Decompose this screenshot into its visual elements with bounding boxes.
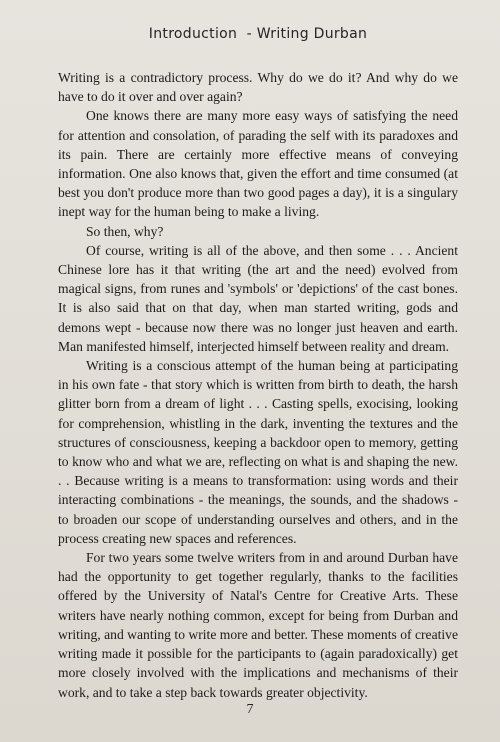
page-number: 7: [246, 702, 254, 717]
paragraph-4: Of course, writing is all of the above, and then some . . . Ancient Chinese lore has it that writing (the art and the need) evolved from magical signs, from runes and 'symbols' or 'depictions' of the cast bones. It is also said that on that day, when man started writing, gods and demons wept - because now there was no longer just heaven and earth. Man manifested himself, interjected himself between reality and dream.: [58, 242, 458, 354]
body-text: [58, 68, 458, 702]
paragraph-3: So then, why?: [86, 223, 164, 239]
running-head: Introduction - Writing Durban: [148, 26, 368, 42]
paragraph-5: Writing is a conscious attempt of the human being at participating in his own fate - that story which is written from birth to death, the harsh glitter born from a dream of light . . . Casting spells, exocising, looking for comprehension, whistling in the dark, inventing the textures and the structures of consciousness, keeping a backdoor open to memory, getting to know who and what we are, reflecting on what is and shaping the new. . . Because writing is a means to transformation: using words and their interacting combinations - the meanings, the sounds, and the shadows - to broaden our scope of understanding ourselves and others, and in the process creating new spaces and references.: [58, 358, 458, 546]
paragraph-6: For two years some twelve writers from in and around Durban have had the opportunity to get together regularly, thanks to the facilities offered by the University of Natal's Centre for Creative Arts. These writers have nearly nothing common, except for being from Durban and writing, and wanting to write more and better. These moments of creative writing made it possible for the participants to (again paradoxically) get more closely involved with the implications and mechanisms of their work, and to take a step back towards greater objectivity.: [58, 550, 458, 700]
paragraph-1: Writing is a contradictory process. Why do we do it? And why do we have to do it over and over again?: [58, 70, 458, 105]
paragraph-2: One knows there are many more easy ways of satisfying the need for attention and consolation, of parading the self with its paradoxes and its pain. There are certainly more effective means of conveying information. One also knows that, given the effort and time consumed (at best you don't produce more than two good pages a day), it is a singulary inept way for the human being to make a living.: [58, 108, 458, 220]
